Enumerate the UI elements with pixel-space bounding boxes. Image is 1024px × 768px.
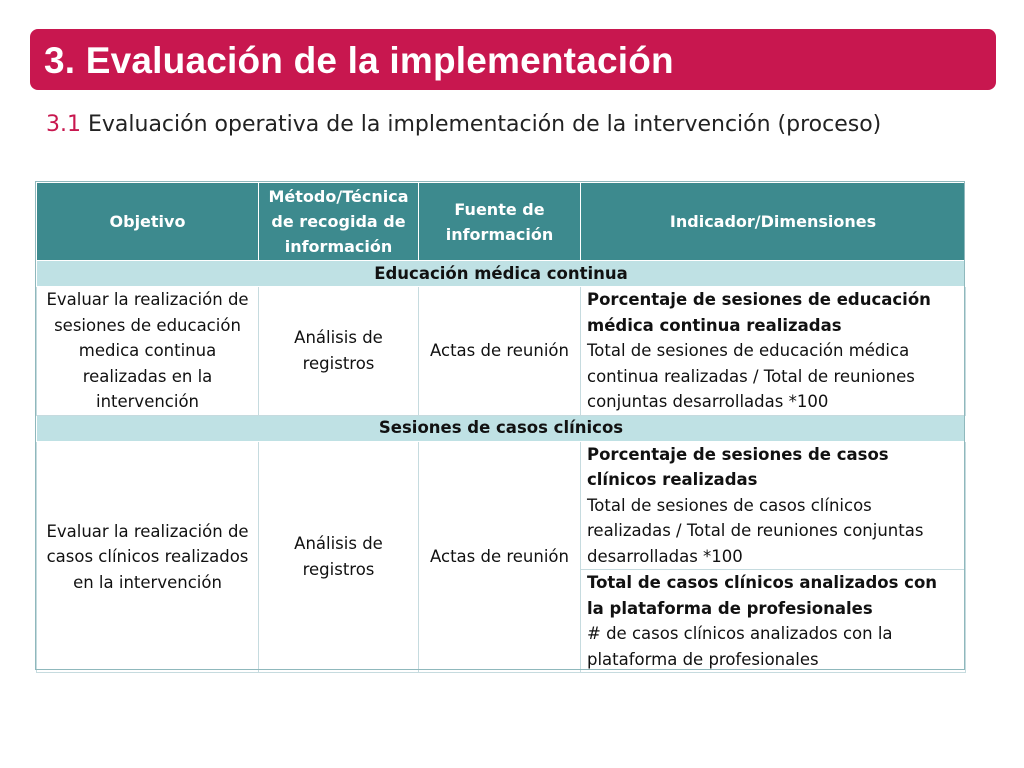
indicator-title: Total de casos clínicos analizados con la plataforma de profesionales xyxy=(587,573,938,618)
evaluation-table xyxy=(36,182,966,673)
cell-method: Análisis de registros xyxy=(259,287,419,416)
cell-objective: Evaluar la realización de sesiones de educación medica continua realizadas en la intervención xyxy=(37,287,259,416)
header-fuente: Fuente de información xyxy=(419,183,581,261)
table-row xyxy=(37,441,966,570)
table-row xyxy=(37,287,966,416)
slide-title: 3. Evaluación de la implementación xyxy=(44,40,674,81)
cell-objective: Evaluar la realización de casos clínicos realizados en la intervención xyxy=(37,441,259,673)
subtitle-number: 3.1 xyxy=(46,112,81,137)
subtitle-text: Evaluación operativa de la implementación de la intervención (proceso) xyxy=(81,112,882,137)
section-row xyxy=(37,261,966,287)
title-bar xyxy=(30,29,996,90)
section-title-casos: Sesiones de casos clínicos xyxy=(37,415,966,441)
indicator-title: Porcentaje de sesiones de educación médica continua realizadas xyxy=(587,290,931,335)
indicator-description: Total de sesiones de educación médica continua realizadas / Total de reuniones conjuntas desarrolladas *100 xyxy=(587,341,915,411)
cell-method: Análisis de registros xyxy=(259,441,419,673)
indicator-description: Total de sesiones de casos clínicos realizadas / Total de reuniones conjuntas desarrolladas *100 xyxy=(587,495,924,566)
header-indicador: Indicador/Dimensiones xyxy=(581,183,966,261)
slide-subtitle xyxy=(46,109,1006,141)
cell-indicator xyxy=(581,287,966,416)
table-header-row xyxy=(37,183,966,261)
section-title-educacion: Educación médica continua xyxy=(37,261,966,287)
cell-indicator xyxy=(581,441,966,570)
header-objetivo: Objetivo xyxy=(37,183,259,261)
header-metodo: Método/Técnica de recogida de información xyxy=(259,183,419,261)
cell-source: Actas de reunión xyxy=(419,287,581,416)
cell-indicator xyxy=(581,570,966,673)
section-row xyxy=(37,415,966,441)
cell-source: Actas de reunión xyxy=(419,441,581,673)
indicator-title: Porcentaje de sesiones de casos clínicos realizadas xyxy=(587,444,889,489)
indicator-description: # de casos clínicos analizados con la plataforma de profesionales xyxy=(587,624,893,669)
